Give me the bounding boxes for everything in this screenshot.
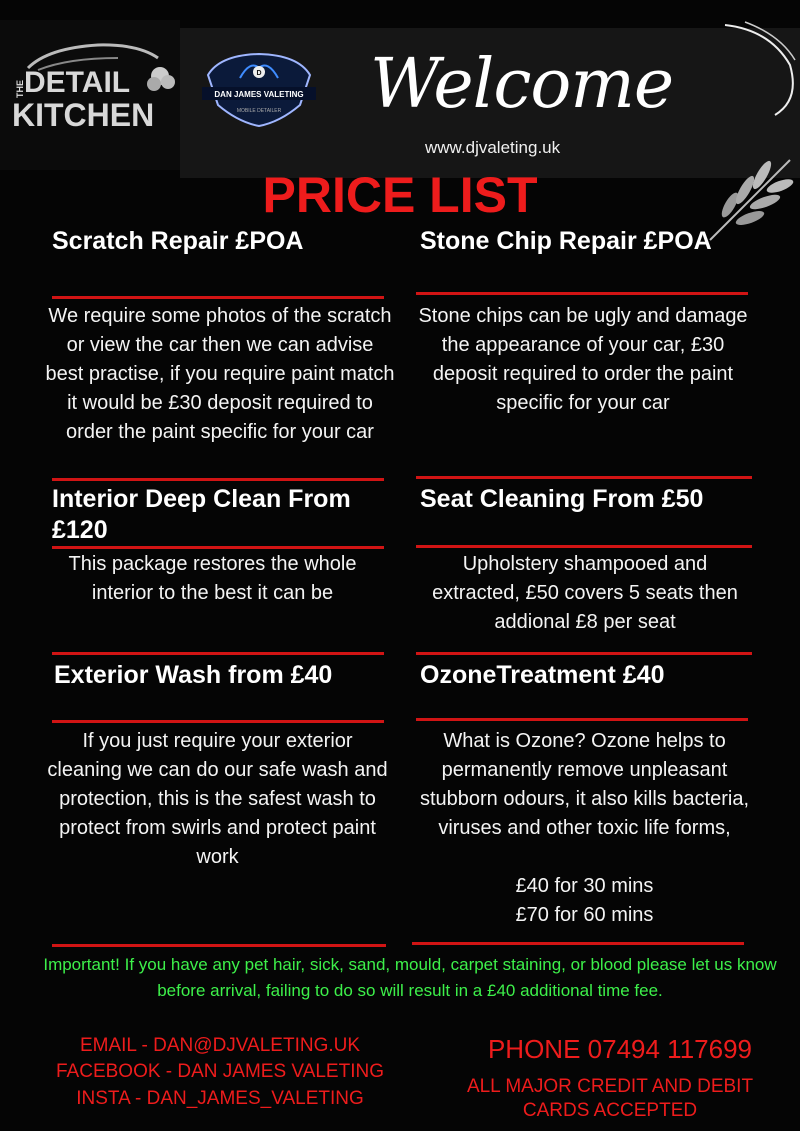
svg-text:D: D xyxy=(256,70,262,77)
welcome-heading: Welcome xyxy=(370,45,674,124)
website-link[interactable]: www.djvaleting.uk xyxy=(425,138,561,157)
important-notice: Important! If you have any pet hair, sick, sand, mould, carpet staining, or blood please let us know before arrival, failing to do so will result in a £40 additional time fee. xyxy=(43,955,777,1000)
scratch-repair-title: Scratch Repair £POA xyxy=(52,227,304,255)
decorative-swirl-icon xyxy=(720,20,800,120)
interior-clean-title: Interior Deep Clean From £120 xyxy=(52,485,351,544)
divider xyxy=(52,296,384,299)
divider xyxy=(416,292,748,295)
ozone-treatment-description: What is Ozone? Ozone helps to permanently remove unpleasant stubborn odours, it also kills bacteria, viruses and other toxic life forms, xyxy=(419,730,750,839)
svg-text:MOBILE DETAILER: MOBILE DETAILER xyxy=(236,108,282,114)
svg-text:DAN JAMES VALETING: DAN JAMES VALETING xyxy=(214,90,304,99)
seat-cleaning-title: Seat Cleaning From £50 xyxy=(420,485,704,513)
divider xyxy=(52,652,384,655)
divider xyxy=(416,545,752,548)
divider xyxy=(416,652,752,655)
divider xyxy=(52,546,384,549)
payment-notice: ALL MAJOR CREDIT AND DEBIT CARDS ACCEPTED xyxy=(466,1076,754,1121)
svg-text:THE: THE xyxy=(15,80,25,98)
scratch-repair-description: We require some photos of the scratch or view the car then we can advise best practise, if you require paint match it would be £30 deposit required to order the paint specific for your car xyxy=(45,305,395,443)
facebook-contact[interactable]: FACEBOOK - DAN JAMES VALETING xyxy=(56,1061,384,1082)
stone-chip-description: Stone chips can be ugly and damage the appearance of your car, £30 deposit required to order the paint specific for your car xyxy=(418,305,748,414)
interior-clean-description: This package restores the whole interior to the best it can be xyxy=(68,553,357,604)
instagram-contact[interactable]: INSTA - DAN_JAMES_VALETING xyxy=(76,1088,364,1109)
divider xyxy=(412,942,744,945)
divider xyxy=(52,478,384,481)
page-title: PRICE LIST xyxy=(262,167,538,223)
ozone-price-60: £70 for 60 mins xyxy=(515,904,654,926)
email-contact[interactable]: EMAIL - DAN@DJVALETING.UK xyxy=(79,1035,361,1056)
divider xyxy=(416,718,748,721)
ozone-price-30: £40 for 30 mins xyxy=(515,875,654,897)
divider xyxy=(52,720,384,723)
detail-kitchen-logo xyxy=(8,40,178,135)
stone-chip-title: Stone Chip Repair £POA xyxy=(420,227,712,255)
dan-james-valeting-logo xyxy=(200,50,318,130)
phone-contact[interactable]: PHONE 07494 117699 xyxy=(487,1034,753,1064)
divider xyxy=(52,944,386,947)
svg-text:KITCHEN: KITCHEN xyxy=(12,97,155,133)
exterior-wash-title: Exterior Wash from £40 xyxy=(54,661,333,689)
seat-cleaning-description: Upholstery shampooed and extracted, £50 covers 5 seats then addional £8 per seat xyxy=(432,553,738,633)
divider xyxy=(416,476,752,479)
exterior-wash-description: If you just require your exterior cleaning we can do our safe wash and protection, this is the safest wash to protect from swirls and protect paint work xyxy=(47,730,388,868)
svg-text:DETAIL: DETAIL xyxy=(24,66,131,99)
ozone-treatment-title: OzoneTreatment £40 xyxy=(420,661,665,689)
